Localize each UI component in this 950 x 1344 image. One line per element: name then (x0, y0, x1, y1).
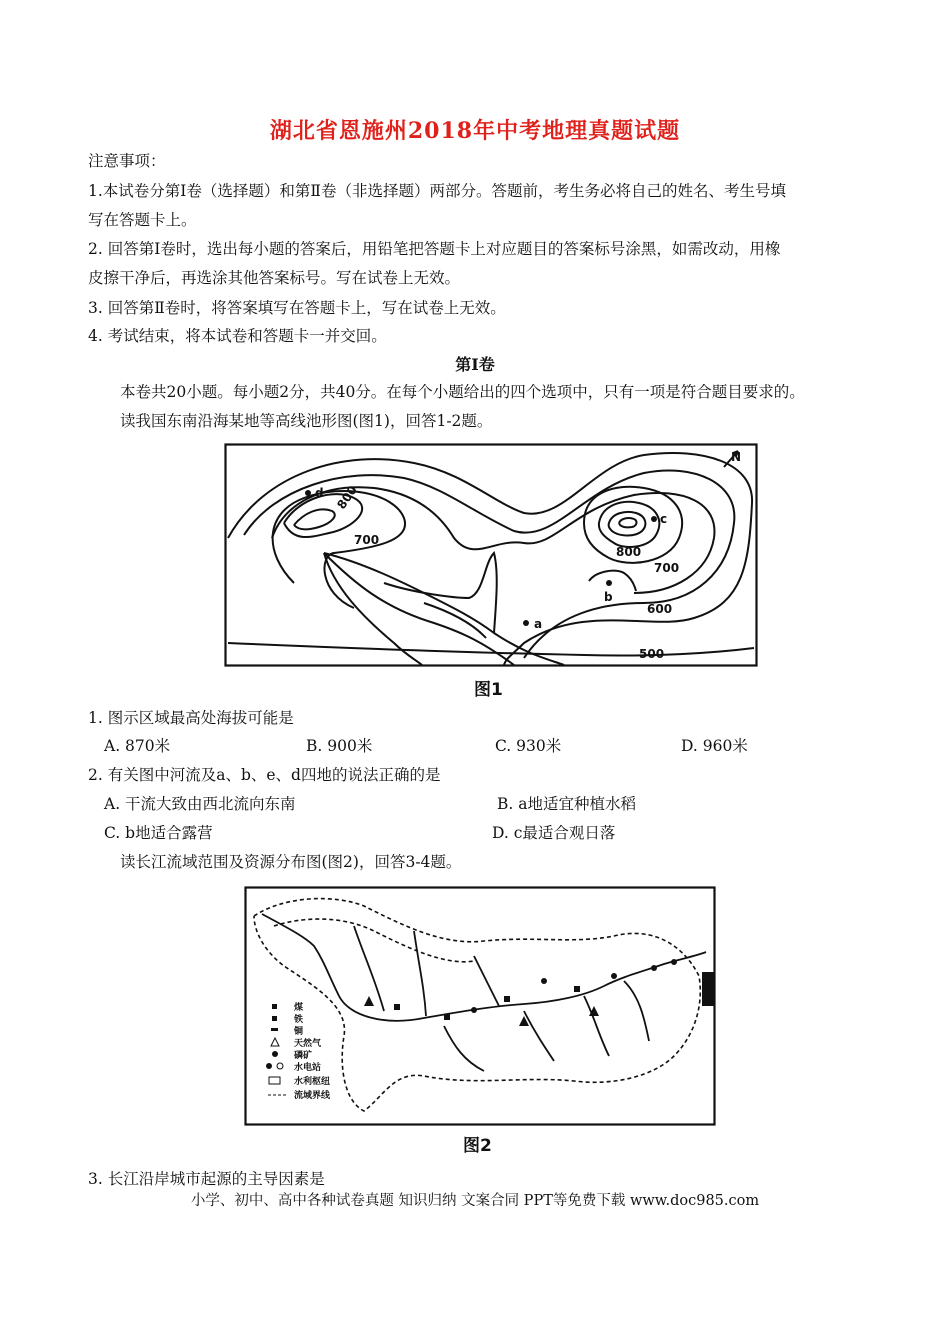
figure-2-caption: 图2 (463, 1136, 492, 1156)
contour-map-figure-1 (224, 443, 758, 667)
legend-copper: 铜 (294, 1027, 304, 1037)
note-line-5: 3. 回答第Ⅱ卷时，将答案填写在答题卡上，写在试卷上无效。 (88, 299, 506, 317)
question-2-option-d: D. c最适合观日落 (492, 824, 616, 842)
read-fig2-prompt: 读长江流域范围及资源分布图(图2)，回答3-4题。 (120, 853, 462, 871)
question-2-option-a: A. 干流大致由西北流向东南 (104, 795, 296, 813)
question-1-option-d: D. 960米 (681, 737, 748, 755)
note-line-2: 写在答题卡上。 (88, 211, 197, 229)
section-title: 第Ⅰ卷 (455, 355, 495, 374)
legend-natural-gas: 天然气 (294, 1039, 322, 1049)
north-arrow-label: N (731, 450, 742, 464)
read-fig1-prompt: 读我国东南沿海某地等高线池形图(图1)，回答1-2题。 (120, 412, 493, 430)
note-line-6: 4. 考试结束，将本试卷和答题卡一并交回。 (88, 327, 387, 345)
point-label-c: c (660, 512, 668, 526)
yangtze-basin-map-figure-2 (244, 886, 716, 1126)
note-line-4: 皮擦干净后，再选涂其他答案标号。写在试卷上无效。 (88, 269, 461, 287)
question-1-option-c: C. 930米 (495, 737, 562, 755)
contour-label-800-right: 800 (616, 545, 642, 559)
note-line-3: 2. 回答第Ⅰ卷时，选出每小题的答案后，用铅笔把答题卡上对应题目的答案标号涂黑，如需改动，用橡 (88, 240, 781, 258)
coast-block (702, 972, 714, 1006)
page-footer: 小学、初中、高中各种试卷真题 知识归纳 文案合同 PPT等免费下载 www.doc985.com (190, 1193, 760, 1209)
point-b-marker (606, 580, 612, 586)
note-line-1: 1.本试卷分第Ⅰ卷（选择题）和第Ⅱ卷（非选择题）两部分。答题前，考生务必将自己的姓名、考生号填 (88, 182, 786, 200)
point-label-d: d (315, 486, 324, 500)
notes-heading: 注意事项： (88, 152, 166, 170)
legend-phosphate: 磷矿 (294, 1051, 313, 1061)
question-3-stem: 3. 长江沿岸城市起源的主导因素是 (88, 1170, 325, 1188)
legend-water-project: 水利枢纽 (294, 1077, 331, 1087)
contour-label-700-left: 700 (354, 533, 380, 547)
point-c-marker (651, 516, 657, 522)
question-2-stem: 2. 有关图中河流及a、b、e、d四地的说法正确的是 (88, 766, 441, 784)
point-d-marker (305, 490, 311, 496)
contour-label-700-right: 700 (654, 561, 680, 575)
question-1-stem: 1. 图示区域最高处海拔可能是 (88, 709, 294, 727)
legend-basin-boundary: 流域界线 (294, 1091, 331, 1101)
question-1-option-b: B. 900米 (306, 737, 373, 755)
point-label-a: a (534, 617, 543, 631)
contour-label-600: 600 (647, 602, 673, 616)
legend-coal: 煤 (294, 1003, 304, 1013)
question-2-option-c: C. b地适合露营 (104, 824, 213, 842)
question-2-option-b: B. a地适宜种植水稻 (497, 795, 636, 813)
point-a-marker (523, 620, 529, 626)
section-intro: 本卷共20小题。每小题2分，共40分。在每个小题给出的四个选项中，只有一项是符合题目要求的。 (120, 383, 805, 401)
point-label-b: b (604, 590, 613, 604)
legend-hydropower: 水电站 (294, 1063, 322, 1073)
figure-1-caption: 图1 (474, 680, 503, 700)
legend-iron: 铁 (294, 1015, 304, 1025)
contour-label-800-left: 800 (334, 483, 361, 512)
contour-label-500: 500 (639, 647, 665, 661)
document-title: 湖北省恩施州2018年中考地理真题试题 (269, 118, 681, 144)
question-1-option-a: A. 870米 (104, 737, 171, 755)
